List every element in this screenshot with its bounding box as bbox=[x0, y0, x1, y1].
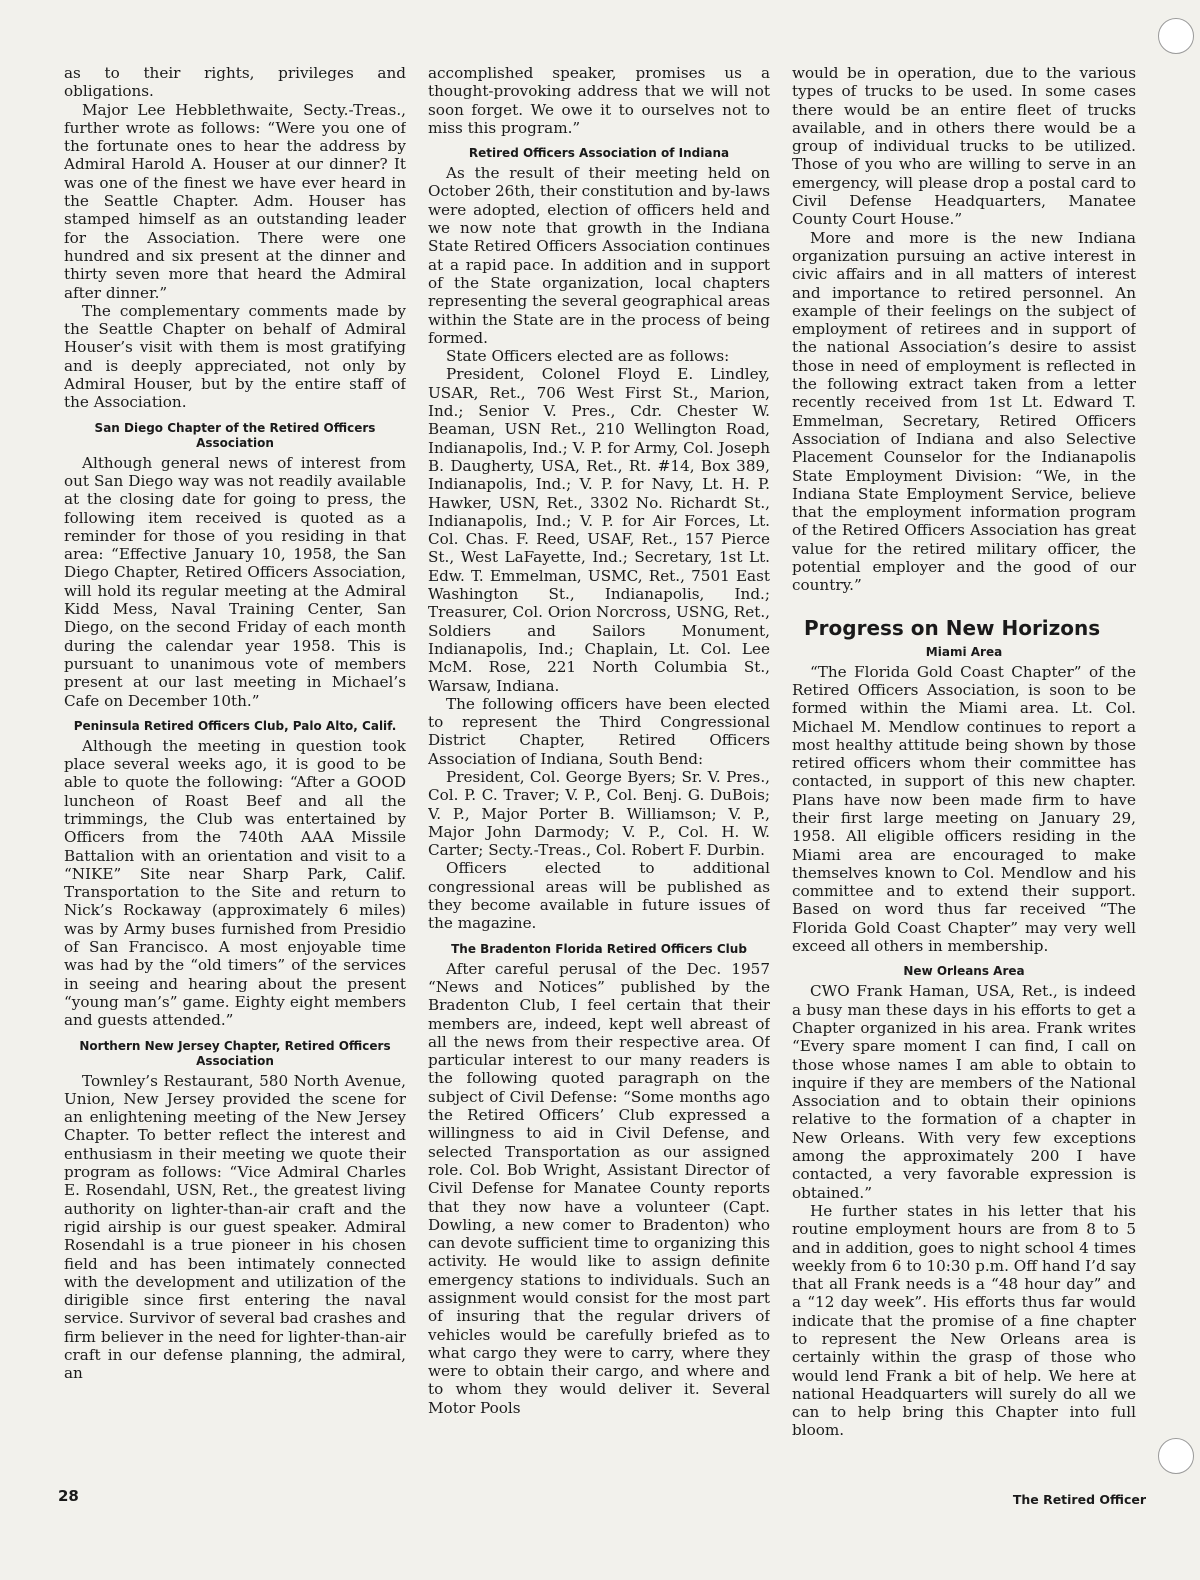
paragraph: as to their rights, privileges and obligations. bbox=[64, 64, 406, 101]
paragraph: After careful perusal of the Dec. 1957 “News and Notices” published by the Bradenton Club, I feel certain that their members are, indeed, kept well abreast of all the news from their respective area. Of particular interest to our many readers is the following quoted paragraph on the subject of Civil Defense: “Some months ago the Retired Officers’ Club expressed a willingness to aid in Civil Defense, and selected Transportation as our assigned role. Col. Bob Wright, Assistant Director of Civil Defense for Manatee County reports that they now have a volunteer (Capt. Dowling, a new comer to Bradenton) who can devote sufficient time to organizing this activity. He would like to assign definite emergency stations to individuals. Such an assignment would consist for the most part of insuring that the regular drivers of vehicles would be carefully briefed as to what cargo they were to carry, where they were to obtain their cargo, and where and to whom they would deliver it. Several Motor Pools bbox=[428, 959, 770, 1417]
paragraph: accomplished speaker, promises us a thought-provoking address that we will not soon forget. We owe it to ourselves not to miss this program.” bbox=[428, 64, 770, 137]
paragraph: “The Florida Gold Coast Chapter” of the Retired Officers Association, is soon to be formed within the Miami area. Lt. Col. Michael M. Mendlow continues to report a most healthy attitude being shown by those retired officers whom their committee has contacted, in support of this new chapter. Plans have now been made firm to have their first large meeting on January 29, 1958. All eligible officers residing in the Miami area are encouraged to make themselves known to Col. Mendlow and his committee and to extend their support. Based on word thus far received “The Florida Gold Coast Chapter” may very well exceed all others in membership. bbox=[792, 662, 1136, 956]
paragraph: Townley’s Restaurant, 580 North Avenue, Union, New Jersey provided the scene for an enlightening meeting of the New Jersey Chapter. To better reflect the interest and enthusiasm in their meeting we quote their program as follows: “Vice Admiral Charles E. Rosendahl, USN, Ret., the greatest living authority on lighter-than-air craft and the rigid airship is our guest speaker. Admiral Rosendahl is a true pioneer in his chosen field and has been intimately connected with the development and utilization of the dirigible since first entering the naval service. Survivor of several bad crashes and firm believer in the need for lighter-than-air craft in our defense planning, the admiral, an bbox=[64, 1071, 406, 1383]
paragraph: would be in operation, due to the various types of trucks to be used. In some cases there would be an entire fleet of trucks available, and in others there would be a group of individual trucks to be utilized. Those of you who are willing to serve in an emergency, will please drop a postal card to Civil Defense Headquarters, Manatee County Court House.” bbox=[792, 64, 1136, 229]
binder-punch-hole-bottom bbox=[1158, 1438, 1194, 1474]
paragraph: Although the meeting in question took place several weeks ago, it is good to be able to quote the following: “After a GOOD luncheon of Roast Beef and all the trimmings, the Club was entertained by Officers from the 740th AAA Missile Battalion with an orientation and visit to a “NIKE” Site near Sharp Park, Calif. Transportation to the Site and return to Nick’s Rockaway (approximately 6 miles) was by Army buses furnished from Presidio of San Francisco. A most enjoyable time was had by the “old timers” of the services in seeing and hearing about the present “young man’s” game. Eighty eight members and guests attended.” bbox=[64, 736, 406, 1030]
paragraph: More and more is the new Indiana organization pursuing an active interest in civic affairs and in all matters of interest and importance to retired personnel. An example of their feelings on the subject of employment of retirees and in support of the national Association’s desire to assist those in need of employment is reflected in the following extract taken from a letter recently received from 1st Lt. Edward T. Emmelman, Secretary, Retired Officers Association of Indiana and also Selective Placement Counselor for the Indianapolis State Employment Division: “We, in the Indiana State Employment Service, believe that the employment information program of the Retired Officers Association has great value for the retired military officer, the potential employer and the good of our country.” bbox=[792, 228, 1136, 595]
column-left bbox=[64, 64, 406, 1484]
section-heading-miami: Miami Area bbox=[925, 644, 1003, 659]
section-heading-peninsula: Peninsula Retired Officers Club, Palo Alto, Calif. bbox=[73, 718, 397, 733]
paragraph: Although general news of interest from out San Diego way was not readily available at the closing date for going to press, the following item received is quoted as a reminder for those of you residing in that area: “Effective January 10, 1958, the San Diego Chapter, Retired Officers Association, will hold its regular meeting at the Admiral Kidd Mess, Naval Training Center, San Diego, on the second Friday of each month during the calendar year 1958. This is pursuant to unanimous vote of members present at our last meeting in Michael’s Cafe on December 10th.” bbox=[64, 453, 406, 710]
paragraph: The complementary comments made by the Seattle Chapter on behalf of Admiral Houser’s visit with them is most gratifying and is deeply appreciated, not only by Admiral Houser, but by the entire staff of the Association. bbox=[64, 301, 406, 412]
paragraph: State Officers elected are as follows: bbox=[446, 347, 730, 366]
paragraph: President, Col. George Byers; Sr. V. Pres., Col. P. C. Traver; V. P., Col. Benj. G. DuBois; V. P., Major Porter B. Williamson; V. P., Major John Darmody; V. P., Col. H. W. Carter; Secty.-Treas., Col. Robert F. Durbin. bbox=[428, 767, 770, 860]
paragraph: He further states in his letter that his routine employment hours are from 8 to 5 and in addition, goes to night school 4 times weekly from 6 to 10:30 p.m. Off hand I’d say that all Frank needs is a “48 hour day” and a “12 day week”. His efforts thus far would indicate that the promise of a fine chapter to represent the New Orleans area is certainly within the grasp of those who would lend Frank a bit of help. We here at national Headquarters will surely do all we can to help bring this Chapter into full bloom. bbox=[792, 1201, 1136, 1440]
section-heading-new-jersey: Northern New Jersey Chapter, Retired Officers Association bbox=[79, 1038, 391, 1068]
column-middle bbox=[428, 64, 770, 1484]
paragraph: As the result of their meeting held on October 26th, their constitution and by-laws were adopted, election of officers held and we now note that growth in the Indiana State Retired Officers Association continues at a rapid pace. In addition and in support of the State organization, local chapters representing the several geographical areas within the State are in the process of being formed. bbox=[428, 164, 770, 347]
paragraph: President, Colonel Floyd E. Lindley, USAR, Ret., 706 West First St., Marion, Ind.; Senior V. Pres., Cdr. Chester W. Beaman, USN Ret., 210 Wellington Road, Indianapolis, Ind.; V. P. for Army, Col. Joseph B. Daugherty, USA, Ret., Rt. #14, Box 389, Indianapolis, Ind.; V. P. for Navy, Lt. H. P. Hawker, USN, Ret., 3302 No. Richardt St., Indianapolis, Ind.; V. P. for Air Forces, Lt. Col. Chas. F. Reed, USAF, Ret., 157 Pierce St., West LaFayette, Ind.; Secretary, 1st Lt. Edw. T. Emmelman, USMC, Ret., 7501 East Washington St., Indianapolis, Ind.; Treasurer, Col. Orion Norcross, USNG, Ret., Soldiers and Sailors Monument, Indianapolis, Ind.; Chaplain, Lt. Col. Lee McM. Rose, 221 North Columbia St., Warsaw, Indiana. bbox=[428, 365, 770, 695]
heading-progress-new-horizons: Progress on New Horizons bbox=[804, 615, 1101, 640]
binder-punch-hole-top bbox=[1158, 18, 1194, 54]
section-heading-bradenton: The Bradenton Florida Retired Officers Club bbox=[451, 941, 747, 956]
paragraph: The following officers have been elected to represent the Third Congressional District Chapter, Retired Officers Association of Indiana, South Bend: bbox=[428, 694, 770, 768]
section-heading-indiana: Retired Officers Association of Indiana bbox=[468, 146, 730, 161]
magazine-name: The Retired Officer bbox=[1012, 1492, 1146, 1507]
paragraph: Major Lee Hebblethwaite, Secty.-Treas., further wrote as follows: “Were you one of the fortunate ones to hear the address by Admiral Harold A. Houser at our dinner? It was one of the finest we have ever heard in the Seattle Chapter. Adm. Houser has stamped himself as an outstanding leader for the Association. There were one hundred and six present at the dinner and thirty seven more that heard the Admiral after dinner.” bbox=[64, 100, 406, 302]
section-heading-new-orleans: New Orleans Area bbox=[903, 964, 1025, 979]
page-number: 28 bbox=[58, 1487, 79, 1505]
paragraph: Officers elected to additional congressional areas will be published as they become available in future issues of the magazine. bbox=[428, 859, 770, 933]
paragraph: CWO Frank Haman, USA, Ret., is indeed a busy man these days in his efforts to get a Chapter organized in his area. Frank writes “Every spare moment I can find, I call on those whose names I am able to obtain to inquire if they are members of the National Association and to obtain their opinions relative to the formation of a chapter in New Orleans. With very few exceptions among the approximately 200 I have contacted, a very favorable expression is obtained.” bbox=[792, 982, 1136, 1202]
section-heading-san-diego: San Diego Chapter of the Retired Officers Association bbox=[94, 420, 376, 450]
column-right bbox=[792, 64, 1136, 1484]
